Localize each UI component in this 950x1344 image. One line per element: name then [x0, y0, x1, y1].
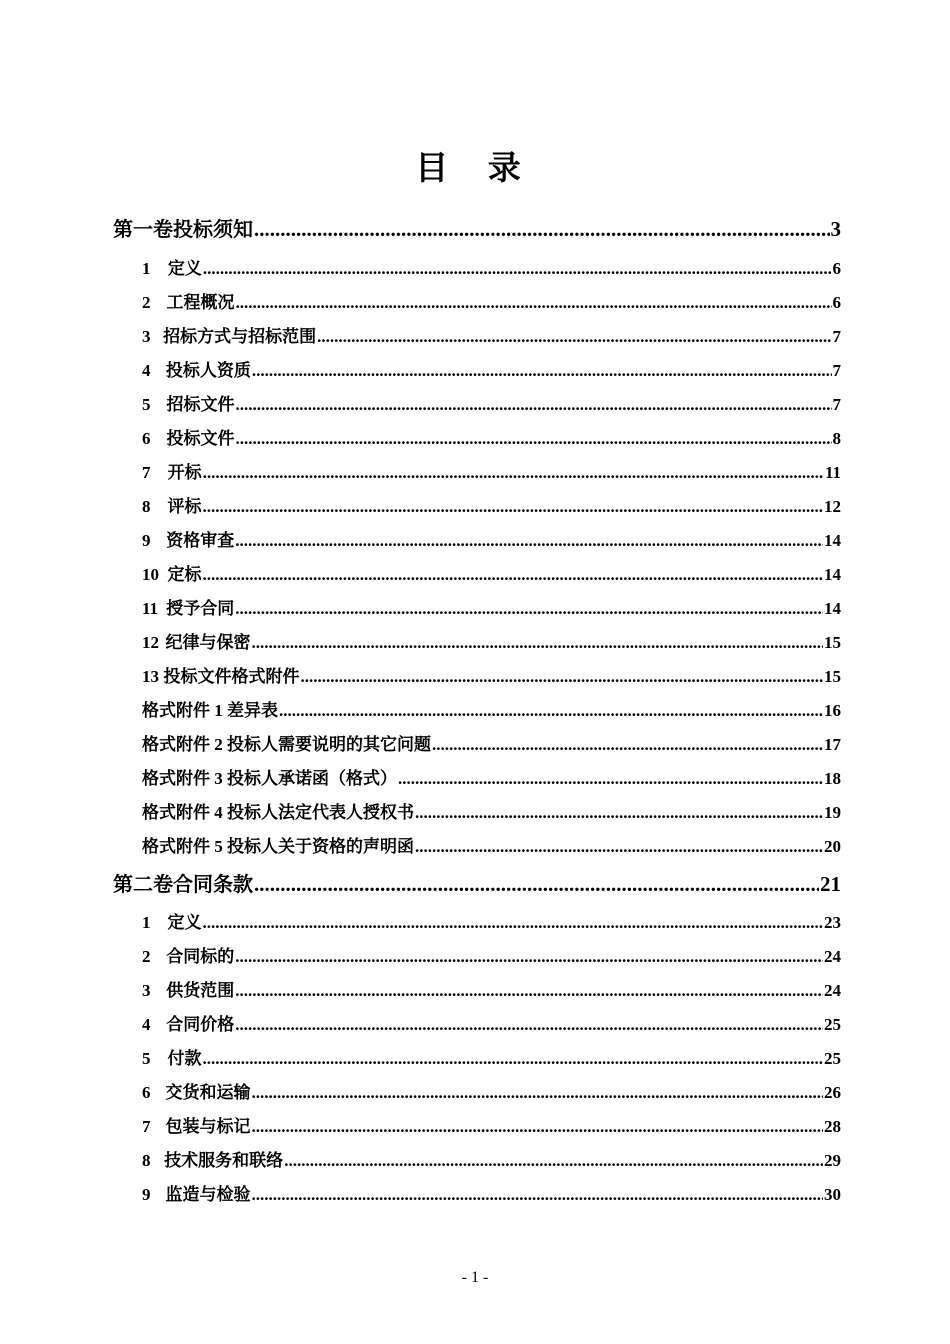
volume-label: 第二卷 [113, 872, 173, 896]
page-number: 14 [824, 565, 841, 584]
item-number: 6 [142, 1083, 151, 1102]
item-number: 5 [142, 395, 151, 414]
dot-leader [236, 395, 832, 415]
item-number: 12 [142, 633, 159, 652]
item-title: 评标 [167, 497, 202, 516]
page-number: 23 [824, 913, 841, 932]
item-number: 7 [142, 1117, 151, 1136]
page-number: 29 [824, 1151, 841, 1170]
page-number: 6 [832, 293, 841, 312]
volume-label: 第一卷 [113, 217, 173, 241]
volume-title: 合同条款 [173, 872, 253, 896]
item-title: 合同标的 [166, 947, 235, 966]
page-number: 7 [832, 361, 841, 380]
page-number: 24 [824, 947, 841, 966]
item-title: 合同价格 [166, 1015, 235, 1034]
page-number: 14 [824, 599, 841, 618]
item-number: 11 [142, 599, 159, 618]
page-number: 19 [824, 803, 841, 822]
item-number: 6 [142, 429, 151, 448]
item-title: 监造与检验 [165, 1185, 251, 1204]
page-number: 11 [824, 463, 841, 482]
toc-item[interactable] [142, 254, 841, 279]
page-title: 目 录 [415, 148, 535, 187]
toc-item[interactable] [142, 424, 841, 449]
item-number: 10 [142, 565, 159, 584]
item-number: 8 [142, 1151, 151, 1170]
item-number: 4 [142, 361, 151, 380]
page-number: 3 [830, 217, 841, 241]
dot-leader [236, 293, 832, 313]
dot-leader [432, 735, 823, 755]
dot-leader [235, 599, 823, 619]
dot-leader [279, 701, 823, 721]
dot-leader [203, 1049, 823, 1069]
toc-item[interactable] [142, 492, 841, 517]
item-number: 3 [142, 327, 151, 346]
toc-volume-2[interactable] [113, 868, 841, 897]
toc-item[interactable] [142, 662, 841, 687]
attachment-title: 格式附件 2 投标人需要说明的其它问题 [142, 735, 431, 754]
toc-item[interactable] [142, 1078, 841, 1103]
toc-item[interactable] [142, 526, 841, 551]
item-title: 定义 [167, 259, 202, 278]
item-title: 定标 [167, 565, 202, 584]
item-title: 纪律与保密 [165, 633, 251, 652]
item-title: 工程概况 [166, 293, 235, 312]
dot-leader [252, 1185, 823, 1205]
page-footer: - 1 - [461, 1269, 489, 1286]
item-number: 4 [142, 1015, 151, 1034]
item-number: 2 [142, 947, 151, 966]
page-number: 16 [824, 701, 841, 720]
item-title: 招标文件 [166, 395, 235, 414]
toc-item[interactable] [142, 560, 841, 585]
item-number: 8 [142, 497, 151, 516]
toc-attachment[interactable] [142, 832, 841, 857]
dot-leader [252, 1117, 823, 1137]
page-number: 26 [824, 1083, 841, 1102]
page-number: 20 [824, 837, 841, 856]
dot-leader [203, 497, 823, 517]
dot-leader [203, 565, 823, 585]
toc-attachment[interactable] [142, 798, 841, 823]
page-number: 25 [824, 1049, 841, 1068]
dot-leader [415, 803, 823, 823]
attachment-title: 格式附件 1 差异表 [142, 701, 278, 720]
toc-item[interactable] [142, 1044, 841, 1069]
dot-leader [235, 947, 823, 967]
dot-leader [252, 361, 832, 381]
page-number: 24 [824, 981, 841, 1000]
page-number: 21 [820, 872, 841, 896]
dot-leader [235, 1015, 823, 1035]
toc-item[interactable] [142, 1112, 841, 1137]
toc-item[interactable] [142, 976, 841, 1001]
toc-item[interactable] [142, 942, 841, 967]
toc-item[interactable] [142, 594, 841, 619]
item-title: 投标文件格式附件 [163, 667, 300, 686]
toc-item[interactable] [142, 390, 841, 415]
attachment-title: 格式附件 4 投标人法定代表人授权书 [142, 803, 414, 822]
toc-volume-1[interactable] [113, 213, 841, 242]
dot-leader [252, 1083, 823, 1103]
item-number: 5 [142, 1049, 151, 1068]
toc-item[interactable] [142, 356, 841, 381]
page-number: 8 [832, 429, 841, 448]
dot-leader [252, 633, 823, 653]
item-title: 交货和运输 [165, 1083, 251, 1102]
item-title: 供货范围 [166, 981, 235, 1000]
item-title: 付款 [167, 1049, 202, 1068]
toc-attachment[interactable] [142, 764, 841, 789]
toc-item[interactable] [142, 288, 841, 313]
toc-attachment[interactable] [142, 696, 841, 721]
dot-leader [317, 327, 831, 347]
attachment-title: 格式附件 3 投标人承诺函（格式） [142, 769, 397, 788]
item-title: 开标 [167, 463, 202, 482]
dot-leader [236, 429, 832, 449]
page-number: 7 [832, 327, 841, 346]
page-number: 6 [832, 259, 841, 278]
dot-leader [203, 463, 824, 483]
dot-leader [254, 872, 819, 897]
toc-attachment[interactable] [142, 730, 841, 755]
item-number: 7 [142, 463, 151, 482]
item-title: 投标人资质 [165, 361, 251, 380]
toc-item[interactable] [142, 322, 841, 347]
page-number: 12 [824, 497, 841, 516]
dot-leader [203, 259, 832, 279]
item-title: 授予合同 [166, 599, 235, 618]
page-number: 15 [824, 667, 841, 686]
page-number: 15 [824, 633, 841, 652]
attachment-title: 格式附件 5 投标人关于资格的声明函 [142, 837, 414, 856]
page-number: 30 [824, 1185, 841, 1204]
dot-leader [415, 837, 823, 857]
page-number: 14 [824, 531, 841, 550]
toc-item[interactable] [142, 908, 841, 933]
item-number: 3 [142, 981, 151, 1000]
item-title: 包装与标记 [165, 1117, 251, 1136]
item-number: 9 [142, 531, 151, 550]
item-number: 1 [142, 259, 151, 278]
item-number: 13 [142, 667, 159, 686]
dot-leader [235, 531, 823, 551]
item-title: 技术服务和联络 [164, 1151, 284, 1170]
dot-leader [301, 667, 823, 687]
page-number: 28 [824, 1117, 841, 1136]
item-number: 1 [142, 913, 151, 932]
toc-item[interactable] [142, 1146, 841, 1171]
toc-item[interactable] [142, 1010, 841, 1035]
toc-item[interactable] [142, 458, 841, 483]
item-title: 投标文件 [166, 429, 235, 448]
item-title: 定义 [167, 913, 202, 932]
toc-item[interactable] [142, 1180, 841, 1205]
dot-leader [203, 913, 823, 933]
dot-leader [235, 981, 823, 1001]
dot-leader [398, 769, 823, 789]
dot-leader [284, 1151, 823, 1171]
item-title: 招标方式与招标范围 [163, 327, 317, 346]
page-number: 25 [824, 1015, 841, 1034]
toc-item[interactable] [142, 628, 841, 653]
dot-leader [254, 217, 830, 242]
item-number: 2 [142, 293, 151, 312]
item-title: 资格审查 [166, 531, 235, 550]
volume-title: 投标须知 [173, 217, 253, 241]
page-number: 18 [824, 769, 841, 788]
page-number: 7 [832, 395, 841, 414]
page-number: 17 [824, 735, 841, 754]
item-number: 9 [142, 1185, 151, 1204]
